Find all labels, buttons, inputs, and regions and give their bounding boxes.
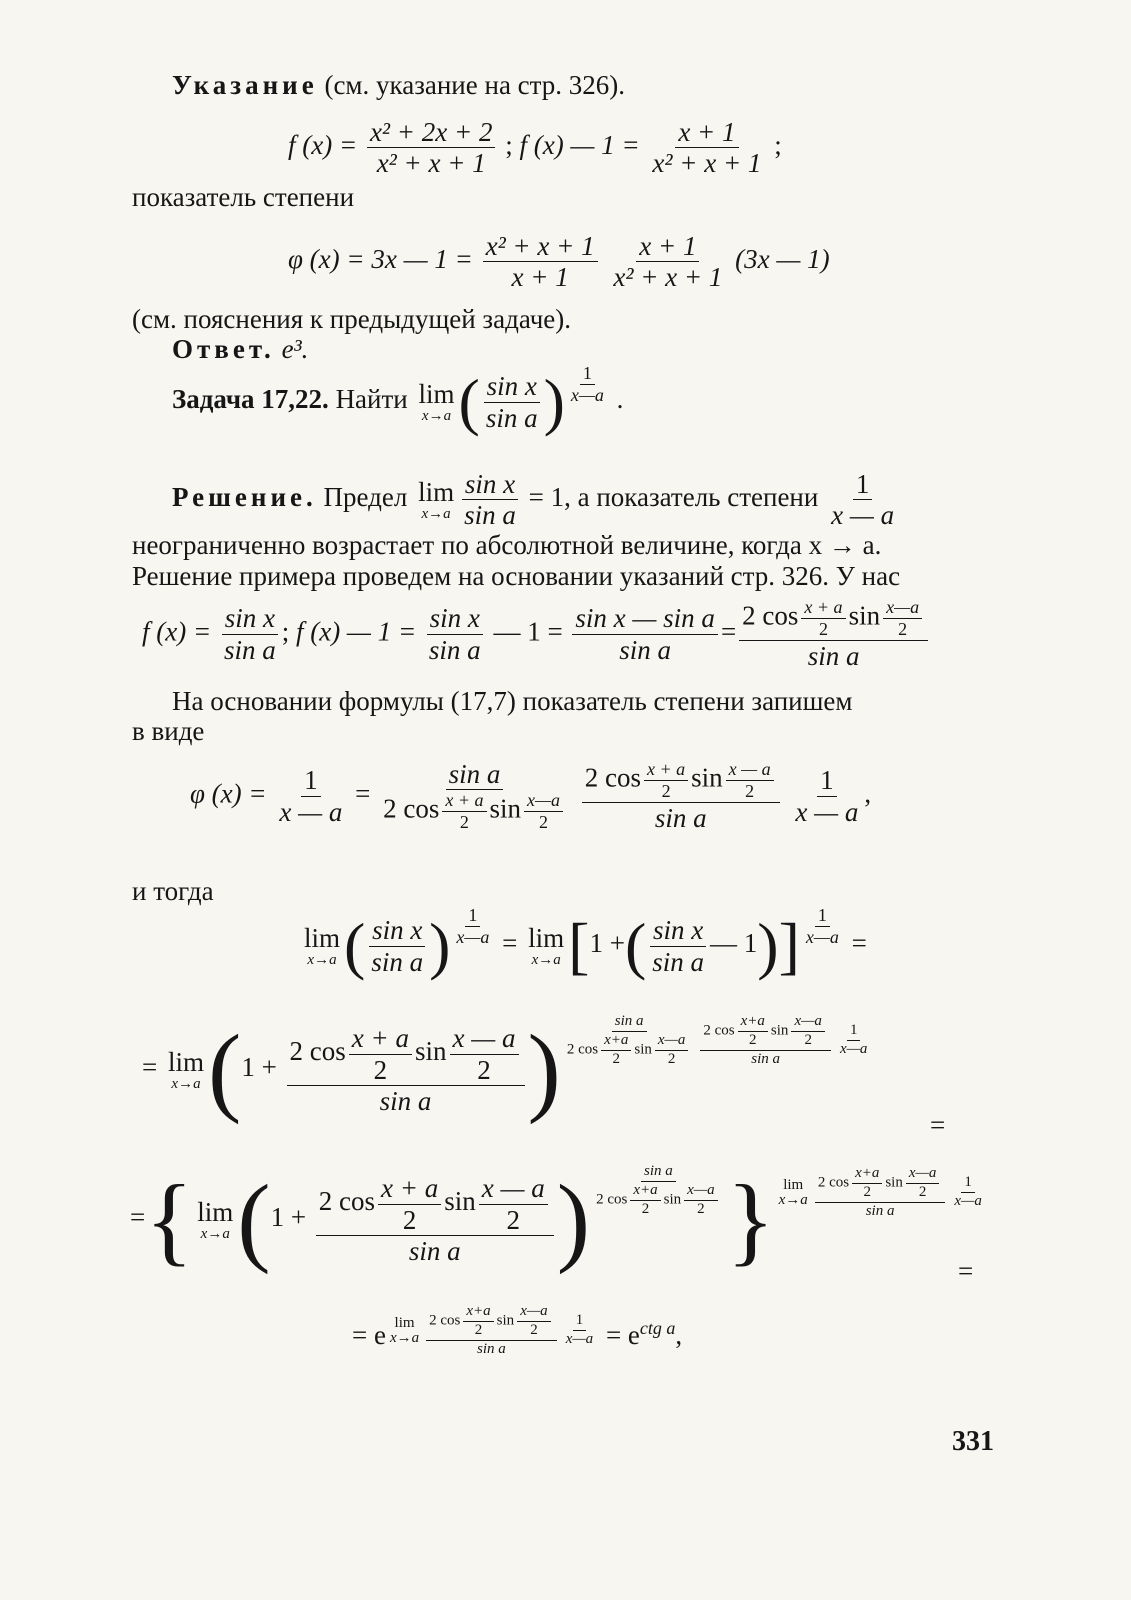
eq6-s-num: x — a [450,1024,519,1054]
paragraph-1: неограниченно возрастает по абсолютной величине, когда x → a. [132,530,882,560]
eq7-e2-c-num: x+a [852,1166,882,1184]
eq7-e1-c-num: x+a [630,1183,660,1201]
eq4-b-s-num: x—a [524,791,563,812]
equation-f [288,118,782,178]
eq5-den-2: sin a [652,946,705,977]
eq8-lim: lim [394,1314,415,1331]
eq5-den: sin a [371,946,424,977]
eq7-lim-sub: x→a [200,1226,230,1242]
eq4-c-cos: 2 cos [584,762,642,793]
eq6-e3-den: x—a [839,1041,868,1058]
then-label: и тогда [132,876,214,906]
eq6-end: = [930,1110,946,1140]
eq8-e3-den: x—a [565,1331,594,1348]
eq4-b-num: sin a [446,760,504,790]
eq8-e2-s-num: x—a [517,1304,551,1322]
eq7-c-den: 2 [402,1204,417,1235]
eq5-num-2: sin x [650,916,706,946]
equation-limit-2: = lim x→a (1 + 2 cos $\frac{x + a}{2}$ sin $\frac{x — a}{2}$ sin a ) sin a 2 cos $\frac{x+a}{2}$ sin $\frac{x—a}{2}$ 2 cos $\frac{x+a}{2}$ sin $\frac{x—a}{2}$ sin a $\frac{1}{x—a}$ [142,1020,873,1120]
eq7-sin: sin [444,1186,476,1217]
eq4-c-s-den: 2 [745,780,755,801]
eq8-e2-den: sin a [477,1340,506,1357]
eq4-c-c-den: 2 [661,780,671,801]
eq3-g-lhs: f (x) — 1 = [295,616,417,647]
answer-value: e³. [281,334,309,364]
eq2-tail: (3x — 1) [735,244,830,275]
eq3-k-den: sin a [807,640,860,671]
equation-result [352,1303,683,1357]
eq6-e2-s-den: 2 [804,1031,812,1048]
equation-phi-expanded [190,760,871,832]
problem-line: Задача 17,22. Найти lim x→a ( $\frac{\text{sin x}}{\text{sin a}}$ ) $\frac{1}{x—a}$ . [172,363,624,437]
eq6-e2-c-den: 2 [749,1031,757,1048]
eq7-s-num: x — a [479,1174,548,1204]
eq7-e3-num: 1 [961,1175,975,1193]
eq2-b-num: x + 1 [636,232,699,262]
solution-line [172,470,900,530]
eq5-lim: lim [304,923,341,953]
exponent-label: показатель степени [132,182,355,212]
eq5-lim-sub: x→a [307,952,337,968]
eq5-exp-num-2: 1 [815,906,830,927]
eq6-s-den: 2 [477,1054,491,1085]
eq6-eq: = [142,1052,158,1083]
problem-end: . [616,384,624,415]
equation-f-sin [142,598,931,670]
eq6-e1-c-num: x+a [601,1033,631,1051]
eq3-k-cos: 2 cos [742,600,799,631]
eq6-den: sin a [379,1086,432,1117]
eq7-lim-2: lim [783,1176,804,1193]
problem-lim: lim [418,379,455,409]
eq3-g-den: sin a [428,634,481,665]
eq4-b-s-den: 2 [539,812,549,833]
hint-text: (см. указание на стр. 326). [324,70,626,100]
eq5-exp-den-2: x—a [805,926,839,947]
problem-exp-num: 1 [580,364,595,385]
eq7-e2-cos: 2 cos [817,1174,850,1191]
eq3-eq: = [720,616,737,647]
eq7-s-den: 2 [506,1204,521,1235]
eq1-lhs2: f (x) — 1 = [519,130,640,161]
eq3-h-num: sin x — sin a [572,604,718,634]
problem-text: Найти [335,384,408,415]
solution-label: Решение. [172,482,317,513]
eq7-cos: 2 cos [318,1186,376,1217]
eq5-exp-num: 1 [465,906,480,927]
eq7-e3-den: x—a [954,1193,982,1210]
paragraph-2: Решение примера проведем на основании указаний стр. 326. У нас [132,561,901,591]
eq5-end: = [851,928,867,959]
eq7-e1-s-num: x—a [684,1183,718,1201]
eq7-lim: lim [197,1197,234,1227]
eq8-end: , [675,1320,683,1350]
paragraph-3: На основании формулы (17,7) показатель степени запишем [172,686,853,716]
eq3-f-lhs: f (x) = [142,616,212,647]
eq1-end: ; [774,130,782,161]
solution-exp-num: 1 [853,470,873,500]
eq4-c-den: sin a [654,802,707,833]
eq1-num2: x + 1 [675,118,738,148]
eq6-e1-s-num: x—a [655,1033,689,1051]
eq6-c-num: x + a [349,1024,412,1054]
eq6-e3-num: 1 [847,1023,861,1041]
eq1-num: x² + 2x + 2 [367,118,496,148]
eq6-cos: 2 cos [289,1036,346,1067]
eq2-a-num: x² + x + 1 [483,232,598,262]
eq7-e2-s-den: 2 [918,1183,927,1200]
eq3-minus: — 1 = [493,616,563,647]
eq7-e1-s-den: 2 [697,1200,705,1217]
paragraph-4: в виде [132,716,205,746]
eq5-eq: = [502,928,518,959]
eq4-b-c-den: 2 [459,812,469,833]
eq6-e2-cos: 2 cos [703,1022,735,1039]
eq7-e1-c-den: 2 [641,1200,650,1217]
eq4-a-num: 1 [301,766,321,796]
eq4-c-c-num: x + a [644,760,688,781]
answer-label: Ответ. [172,334,275,364]
see-previous: (см. пояснения к предыдущей задаче). [132,304,572,334]
eq3-k-s-den: 2 [898,618,908,639]
eq5-exp-den: x—a [456,926,490,947]
eq6-e1-c-den: 2 [612,1050,620,1067]
problem-den: sin a [485,402,538,433]
eq6-e1-sin: sin [634,1041,652,1058]
eq4-d-den: x — a [795,796,859,827]
eq7-end: = [958,1256,974,1286]
eq4-b-sin: sin [489,793,522,824]
eq6-c-den: 2 [373,1054,388,1085]
eq3-f-den: sin a [223,634,276,665]
equation-limit-1: lim x→a ( $\frac{\text{sin x}}{\text{sin a}}$ ) $\frac{1}{x—a}$ = lim x→a [1 +( $\frac{\text{sin x}}{\text{sin a}}$ — 1)] $\frac{1}{x—a}$ = [304,905,867,981]
eq4-b-c-num: x + a [442,791,486,812]
eq2-a-den: x + 1 [511,262,569,293]
eq3-k-sin: sin [848,600,881,631]
eq8-e2-c-den: 2 [474,1321,483,1338]
eq3-k-c-num: x + a [801,598,845,619]
eq5-num: sin x [369,916,425,946]
eq5-one: 1 + [589,928,625,959]
eq6-lim-sub: x→a [171,1076,201,1092]
eq2-lhs: φ (x) = 3x — 1 = [288,244,473,275]
eq3-k-c-den: 2 [818,618,828,639]
solution-den: sin a [464,500,516,531]
eq7-e1-cos: 2 cos [596,1191,628,1208]
eq7-e2-den: sin a [865,1202,895,1219]
eq7-den: sin a [408,1236,461,1267]
solution-t2: = 1, а показатель степени [528,482,819,513]
eq8-e2-c-num: x+a [463,1304,493,1322]
problem-num: sin x [484,372,540,402]
eq8-e2-s-den: 2 [530,1321,538,1338]
eq7-c-num: x + a [378,1174,441,1204]
problem-label: Задача 17,22. [172,384,329,415]
eq6-e2-sin: sin [770,1022,789,1039]
eq1-den: x² + x + 1 [376,148,486,179]
eq6-one: 1 + [241,1052,277,1083]
eq5-minus: — 1 [710,928,758,959]
solution-lim: lim [418,476,455,507]
eq8-result-exp: ctg a [639,1318,676,1338]
solution-num: sin x [462,470,518,500]
eq5-lim-sub-2: x→a [531,952,561,968]
eq3-k-s-num: x—a [883,598,922,619]
eq7-e2-s-num: x—a [906,1166,940,1184]
eq7-eq: = [130,1202,146,1233]
eq3-h-den: sin a [619,634,672,665]
eq4-b-cos: 2 cos [383,793,440,824]
eq7-e2-sin: sin [885,1174,903,1191]
hint-line [172,70,625,101]
eq4-end: , [864,778,872,809]
eq4-lhs: φ (x) = [190,778,267,809]
eq6-lim: lim [167,1047,204,1077]
eq6-e1-cos: 2 cos [566,1041,599,1058]
eq6-e2-s-num: x—a [791,1014,825,1032]
eq7-e1-num: sin a [641,1164,676,1182]
hint-label: Указание [172,70,318,100]
eq8-lim-sub: x→a [389,1329,420,1346]
solution-lim-sub: x→a [421,505,451,522]
eq3-g-num: sin x [427,604,483,634]
eq1-lhs: f (x) = [288,130,358,161]
problem-exp-den: x—a [570,384,604,405]
problem-lim-sub: x→a [421,408,452,424]
eq4-c-s-num: x — a [726,760,774,781]
eq8-e3-num: 1 [573,1313,587,1331]
eq6-e1-num: sin a [612,1014,647,1032]
eq8-eq: = e [352,1320,386,1350]
eq7-lim-sub-2: x→a [778,1191,808,1208]
eq6-sin: sin [415,1036,447,1067]
equation-limit-3: ={ lim x→a (1 + 2 cos $\frac{x + a}{2}$ sin $\frac{x — a}{2}$ sin a ) sin a 2 cos $\frac{x+a}{2}$ sin $\frac{x—a}{2}$ } lim x→a 2 cos $\frac{x+a}{2}$ sin $\frac{x—a}{2}$ sin a $\frac{1}{x—a}$ [130,1170,988,1270]
eq6-e1-s-den: 2 [667,1050,676,1067]
eq7-e1-sin: sin [663,1191,682,1208]
eq7-one: 1 + [270,1202,307,1233]
eq7-e2-c-den: 2 [863,1183,871,1200]
eq1-den2: x² + x + 1 [652,148,762,179]
eq4-c-sin: sin [691,762,723,793]
eq8-result: = e [605,1320,640,1350]
page-number: 331 [952,1426,994,1457]
eq8-e2-sin: sin [496,1312,515,1329]
eq2-b-den: x² + x + 1 [613,262,723,293]
eq1-sep: ; [505,130,513,161]
solution-exp-den: x — a [831,500,895,531]
equation-phi [288,232,830,292]
eq3-f-num: sin x [222,604,278,634]
solution-t1: Предел [323,482,408,513]
eq5-lim-2: lim [528,923,565,953]
eq6-e2-c-num: x+a [738,1014,768,1032]
eq4-d-num: 1 [817,766,837,796]
eq3-sep: ; [281,616,290,647]
answer-line [172,334,308,365]
eq4-eq: = [355,778,371,809]
eq8-e2-cos: 2 cos [429,1312,461,1329]
eq6-e2-den: sin a [751,1050,781,1067]
eq4-a-den: x — a [279,796,343,827]
